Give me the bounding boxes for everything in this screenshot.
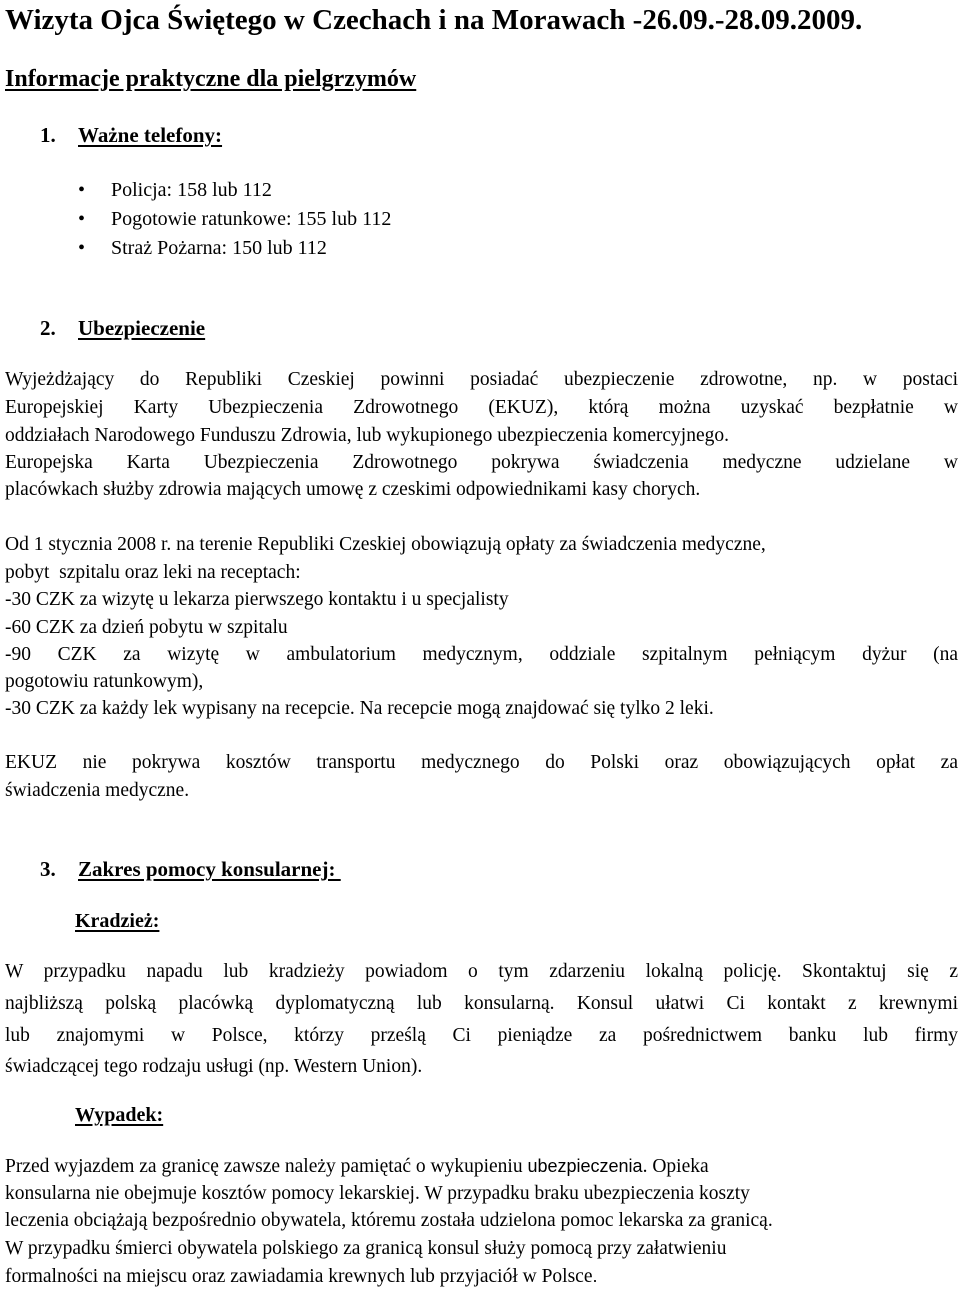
line-text: . Opieka xyxy=(642,1156,709,1177)
paragraph-line: W przypadku śmierci obywatela polskiego za granicą konsul służy pomocą przy załatwieniu xyxy=(5,1238,727,1259)
line-text: Przed wyjazdem za granicę zawsze należy pamiętać o wykupieniu xyxy=(5,1156,528,1177)
paragraph-line: najbliższą polską placówką dyplomatyczną lub konsularną. Konsul ułatwi Ci kontakt z krewnymi xyxy=(5,993,958,1014)
fee-line: -90 CZK za wizytę w ambulatorium medycznym, oddziale szpitalnym pełniącym dyżur (na xyxy=(5,644,958,665)
fee-line: -30 CZK za każdy lek wypisany na recepcie. Na recepcie mogą znajdować się tylko 2 leki. xyxy=(5,698,714,719)
section-2-heading xyxy=(40,316,205,341)
fee-line: -30 CZK za wizytę u lekarza pierwszego kontaktu i u specjalisty xyxy=(5,589,509,610)
list-item-text: Straż Pożarna: 150 lub 112 xyxy=(111,237,327,259)
section-title: Zakres pomocy konsularnej: xyxy=(78,857,341,881)
page-subtitle: Informacje praktyczne dla pielgrzymów xyxy=(5,66,417,92)
section-number: 1. xyxy=(40,123,56,147)
section-title: Ubezpieczenie xyxy=(78,316,206,340)
phone-list-item xyxy=(78,237,327,260)
paragraph-line xyxy=(5,1264,958,1289)
page-title: Wizyta Ojca Świętego w Czechach i na Morawach -26.09.-28.09.2009. xyxy=(5,4,863,36)
section-number: 3. xyxy=(40,857,56,881)
phone-list-item xyxy=(78,179,272,202)
fee-line: -60 CZK za dzień pobytu w szpitalu xyxy=(5,617,288,638)
section-3-heading xyxy=(40,857,341,882)
section-number: 2. xyxy=(40,316,56,340)
paragraph-line: Od 1 stycznia 2008 r. na terenie Republiki Czeskiej obowiązują opłaty za świadczenia medyczne, xyxy=(5,534,766,555)
list-item-text: Pogotowie ratunkowe: 155 lub 112 xyxy=(111,208,392,230)
insurance-link[interactable]: ubezpieczenia xyxy=(527,1156,643,1176)
list-item-text: Policja: 158 lub 112 xyxy=(111,179,272,201)
paragraph-line: lub znajomymi w Polsce, którzy prześlą Ci pieniądze za pośrednictwem banku lub firmy xyxy=(5,1025,958,1046)
bullet-icon: • xyxy=(78,179,86,201)
paragraph-line: W przypadku napadu lub kradzieży powiadom o tym zdarzeniu lokalną policję. Skontaktuj się z xyxy=(5,961,958,982)
line-end-period: . xyxy=(592,1266,598,1286)
paragraph-line: pogotowiu ratunkowym), xyxy=(5,671,204,692)
paragraph-line xyxy=(5,1154,958,1179)
paragraph-line: Wyjeżdżający do Republiki Czeskiej powinni posiadać ubezpieczenie zdrowotne, np. w postaci xyxy=(5,369,958,390)
section-title: Ważne telefony: xyxy=(78,123,223,147)
paragraph-line: świadczenia medyczne. xyxy=(5,780,190,801)
paragraph-line: konsularna nie obejmuje kosztów pomocy lekarskiej. W przypadku braku ubezpieczenia koszty xyxy=(5,1183,750,1204)
paragraph-line: leczenia obciążają bezpośrednio obywatela, któremu została udzielona pomoc lekarska za granicą. xyxy=(5,1210,773,1231)
phone-list-item xyxy=(78,208,391,231)
paragraph-line: oddziałach Narodowego Funduszu Zdrowia, lub wykupionego ubezpieczenia komercyjnego. xyxy=(5,425,729,446)
paragraph-line: świadczącej tego rodzaju usługi (np. Western Union). xyxy=(5,1056,423,1077)
bullet-icon: • xyxy=(78,208,86,230)
paragraph-line: Europejska Karta Ubezpieczenia Zdrowotnego pokrywa świadczenia medyczne udzielane w xyxy=(5,452,958,473)
theft-heading: Kradzież: xyxy=(75,910,160,932)
accident-heading: Wypadek: xyxy=(75,1104,164,1126)
line-text: formalności na miejscu oraz zawiadamia krewnych lub przyjaciół w Polsce xyxy=(5,1266,593,1287)
bullet-icon: • xyxy=(78,237,86,259)
paragraph-line: placówkach służby zdrowia mających umowę z czeskimi odpowiednikami kasy chorych. xyxy=(5,479,701,500)
section-1-heading xyxy=(40,123,222,148)
paragraph-line: EKUZ nie pokrywa kosztów transportu medycznego do Polski oraz obowiązujących opłat za xyxy=(5,752,958,773)
paragraph-line: pobyt szpitalu oraz leki na receptach: xyxy=(5,562,301,583)
paragraph-line: Europejskiej Karty Ubezpieczenia Zdrowotnego (EKUZ), którą można uzyskać bezpłatnie w xyxy=(5,397,958,418)
